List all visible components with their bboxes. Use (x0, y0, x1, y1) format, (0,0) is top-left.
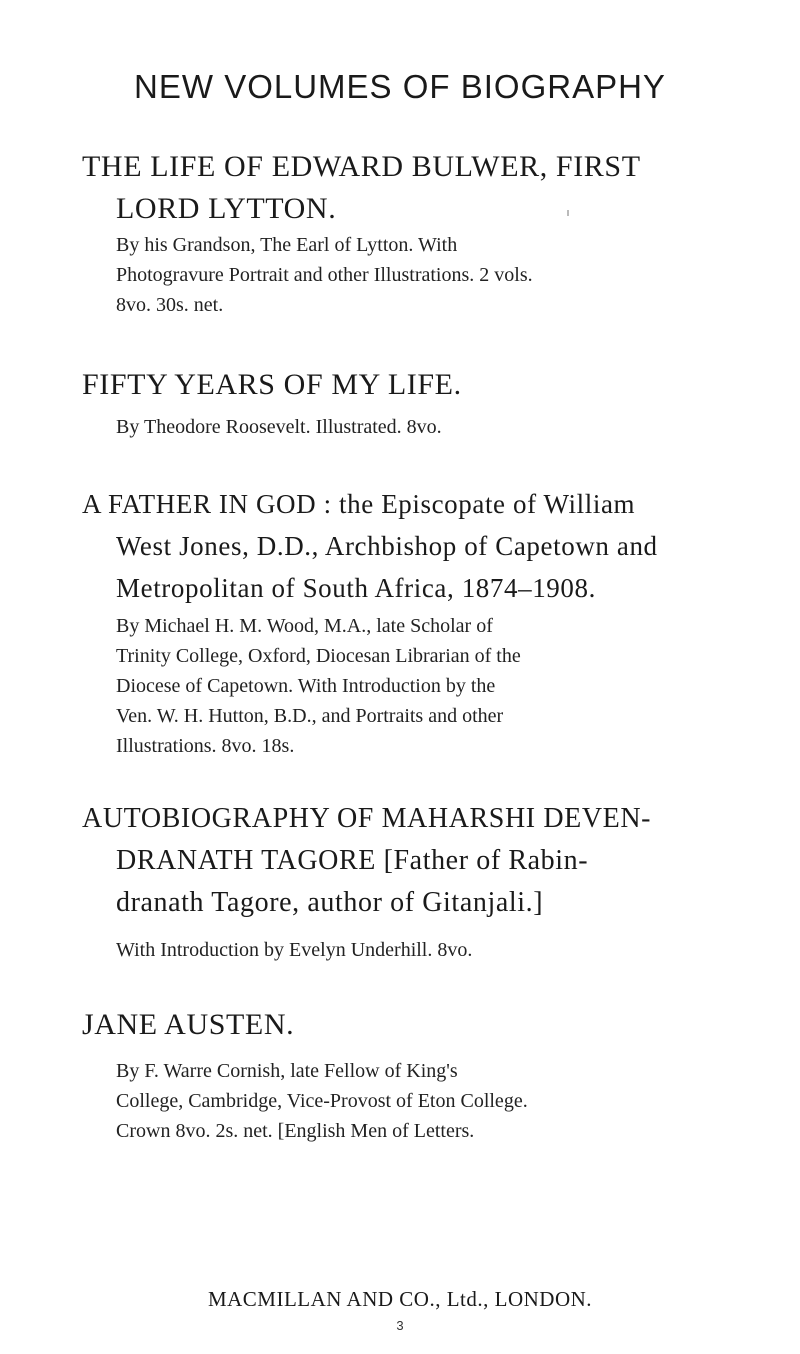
book-title (82, 364, 762, 406)
book-description (116, 230, 741, 320)
page-heading: NEW VOLUMES OF BIOGRAPHY (134, 68, 666, 105)
description-line: Crown 8vo. 2s. net. [English Men of Letters. (116, 1120, 475, 1142)
description-line: Trinity College, Oxford, Diocesan Librarian of the (116, 645, 521, 667)
description-line: 8vo. 30s. net. (116, 294, 224, 316)
description-line: Diocese of Capetown. With Introduction by the (116, 675, 496, 697)
title-line: A FATHER IN GOD : the Episcopate of William (82, 489, 636, 519)
description-line: By F. Warre Cornish, late Fellow of King's (116, 1060, 458, 1082)
book-description (116, 611, 741, 761)
description-line: College, Cambridge, Vice-Provost of Eton College. (116, 1090, 528, 1112)
book-description (116, 412, 741, 442)
title-line: Metropolitan of South Africa, 1874–1908. (116, 573, 596, 603)
book-title (82, 483, 762, 609)
book-title (82, 798, 762, 924)
book-title (82, 146, 762, 230)
description-line: Ven. W. H. Hutton, B.D., and Portraits and other (116, 705, 504, 727)
description-line: Photogravure Portrait and other Illustrations. 2 vols. (116, 264, 533, 286)
publisher-imprint: MACMILLAN AND CO., Ltd., LONDON. (207, 1287, 593, 1311)
print-speck (567, 210, 569, 216)
title-line: AUTOBIOGRAPHY OF MAHARSHI DEVEN- (82, 803, 652, 834)
title-line: THE LIFE OF EDWARD BULWER, FIRST (82, 150, 641, 183)
title-line: FIFTY YEARS OF MY LIFE. (82, 368, 462, 401)
description-line: By Theodore Roosevelt. Illustrated. 8vo. (116, 416, 442, 438)
page-number: 3 (396, 1318, 404, 1333)
book-title (82, 1004, 762, 1046)
title-line: JANE AUSTEN. (82, 1008, 295, 1041)
title-line: West Jones, D.D., Archbishop of Capetown and (116, 531, 658, 561)
book-description (116, 1056, 741, 1146)
description-line: By his Grandson, The Earl of Lytton. With (116, 234, 458, 256)
description-line: Illustrations. 8vo. 18s. (116, 735, 295, 757)
title-line: dranath Tagore, author of Gitanjali.] (116, 887, 544, 918)
book-description (116, 935, 741, 965)
title-line: DRANATH TAGORE [Father of Rabin- (116, 845, 589, 876)
title-line: LORD LYTTON. (116, 192, 337, 225)
description-line: With Introduction by Evelyn Underhill. 8vo. (116, 939, 473, 961)
description-line: By Michael H. M. Wood, M.A., late Scholar of (116, 615, 493, 637)
